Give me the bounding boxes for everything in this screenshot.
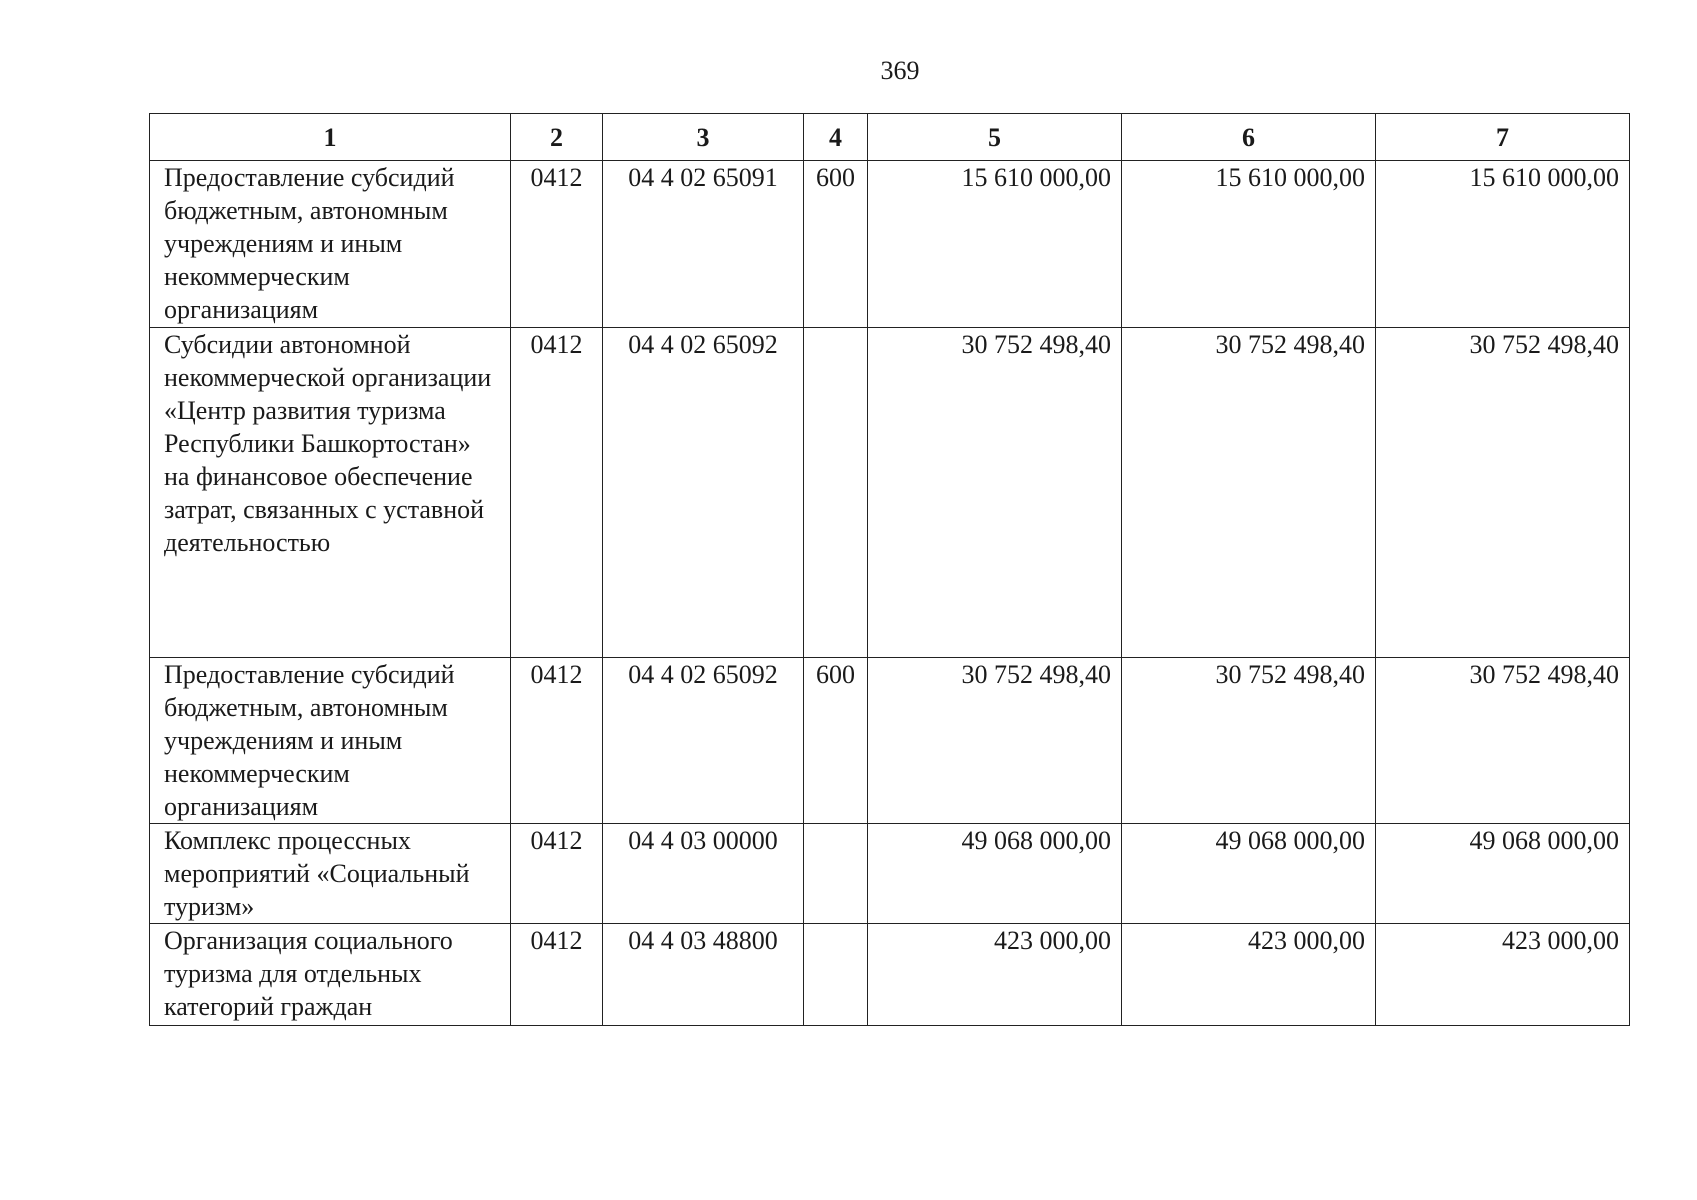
column-header-2: 2 [511, 114, 603, 161]
row-name: Комплекс процессных мероприятий «Социальный туризм» [150, 824, 511, 924]
column-header-4: 4 [804, 114, 868, 161]
row-section-code: 0412 [511, 824, 603, 924]
row-target-code: 04 4 03 00000 [603, 824, 804, 924]
budget-table [149, 113, 1630, 1026]
row-name: Субсидии автономной некоммерческой организации «Центр развития туризма Республики Башкортостан» на финансовое обеспечение затрат, связанных с уставной деятельностью [150, 328, 511, 658]
row-target-code: 04 4 02 65092 [603, 658, 804, 824]
row-section-code: 0412 [511, 161, 603, 328]
column-header-3: 3 [603, 114, 804, 161]
row-value-5: 49 068 000,00 [868, 824, 1122, 924]
column-header-6: 6 [1122, 114, 1376, 161]
table-row [150, 161, 1630, 328]
row-target-code: 04 4 03 48800 [603, 924, 804, 1026]
page-number: 369 [880, 56, 920, 85]
row-value-5: 30 752 498,40 [868, 658, 1122, 824]
row-value-7: 423 000,00 [1376, 924, 1630, 1026]
row-name: Предоставление субсидий бюджетным, автономным учреждениям и иным некоммерческим организациям [150, 161, 511, 328]
table-row [150, 328, 1630, 658]
row-value-6: 30 752 498,40 [1122, 658, 1376, 824]
table-row [150, 924, 1630, 1026]
row-type-code [804, 824, 868, 924]
row-value-7: 30 752 498,40 [1376, 328, 1630, 658]
column-header-5: 5 [868, 114, 1122, 161]
row-type-code: 600 [804, 161, 868, 328]
row-value-6: 423 000,00 [1122, 924, 1376, 1026]
column-header-7: 7 [1376, 114, 1630, 161]
row-value-7: 15 610 000,00 [1376, 161, 1630, 328]
row-section-code: 0412 [511, 658, 603, 824]
row-name: Организация социального туризма для отдельных категорий граждан [150, 924, 511, 1026]
row-value-5: 30 752 498,40 [868, 328, 1122, 658]
row-value-5: 15 610 000,00 [868, 161, 1122, 328]
table-header-row [150, 114, 1630, 161]
row-value-7: 30 752 498,40 [1376, 658, 1630, 824]
row-value-6: 30 752 498,40 [1122, 328, 1376, 658]
row-type-code: 600 [804, 658, 868, 824]
row-name: Предоставление субсидий бюджетным, автономным учреждениям и иным некоммерческим организациям [150, 658, 511, 824]
table-row [150, 658, 1630, 824]
row-value-6: 15 610 000,00 [1122, 161, 1376, 328]
column-header-1: 1 [150, 114, 511, 161]
row-target-code: 04 4 02 65092 [603, 328, 804, 658]
row-value-6: 49 068 000,00 [1122, 824, 1376, 924]
row-type-code [804, 328, 868, 658]
table-row [150, 824, 1630, 924]
row-value-5: 423 000,00 [868, 924, 1122, 1026]
row-target-code: 04 4 02 65091 [603, 161, 804, 328]
row-section-code: 0412 [511, 924, 603, 1026]
row-value-7: 49 068 000,00 [1376, 824, 1630, 924]
row-type-code [804, 924, 868, 1026]
row-section-code: 0412 [511, 328, 603, 658]
